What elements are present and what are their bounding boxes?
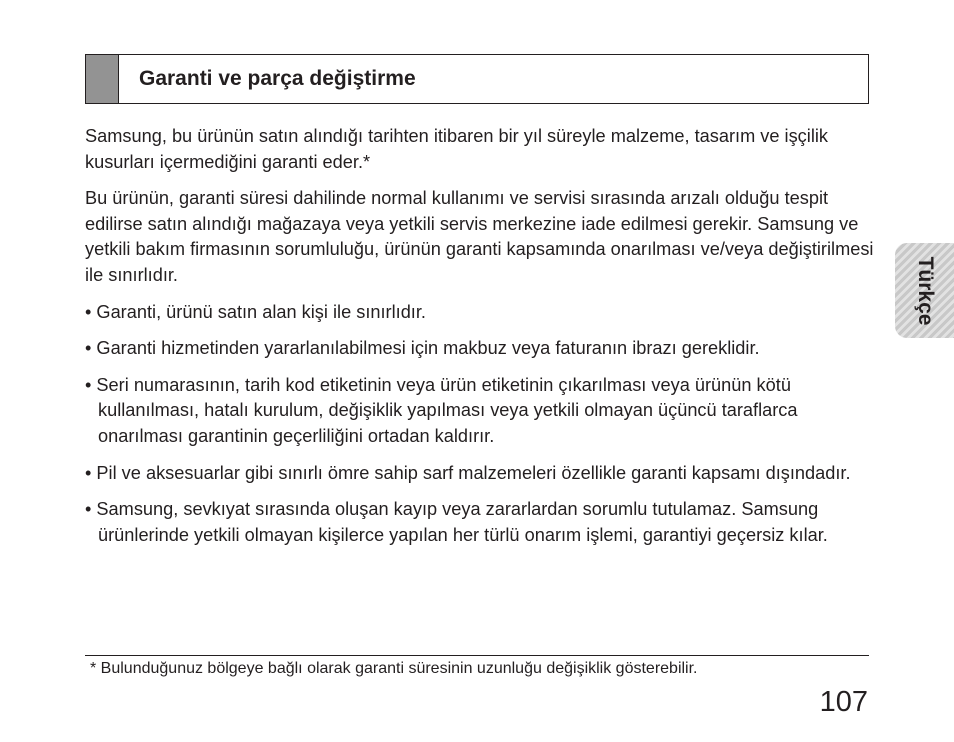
header-accent-bar: [86, 55, 119, 103]
language-tab: [895, 243, 954, 338]
bullet-item: • Seri numarasının, tarih kod etiketinin veya ürün etiketinin çıkarılması veya ürünün kötü kullanılması, hatalı kurulum, değişiklik yapılması veya yetkili olmayan üçüncü taraflarca onarılması garantinin geçerliliğini ortadan kaldırır.: [85, 374, 798, 446]
bullet-item: • Samsung, sevkıyat sırasında oluşan kayıp veya zararlardan sorumlu tutulamaz. Samsung ürünlerinde yetkili olmayan kişilerce yapılan her türlü onarım işlemi, garantiyi geçersiz kılar.: [85, 499, 828, 545]
bullet-item: • Garanti, ürünü satın alan kişi ile sınırlıdır.: [85, 301, 426, 322]
bullet-item: • Pil ve aksesuarlar gibi sınırlı ömre sahip sarf malzemeleri özellikle garanti kapsamı dışındadır.: [85, 462, 851, 483]
language-tab-label: Türkçe: [913, 256, 937, 325]
paragraph: Samsung, bu ürünün satın alındığı tarihten itibaren bir yıl süreyle malzeme, tasarım ve işçilik kusurları içermediğini garanti eder.*: [85, 126, 828, 172]
bullet-item: • Garanti hizmetinden yararlanılabilmesi için makbuz veya faturanın ibrazı gereklidir.: [85, 338, 760, 359]
section-header: [85, 54, 869, 104]
section-title: Garanti ve parça değiştirme: [139, 67, 416, 90]
body-text: [85, 124, 875, 559]
footnote-divider: [85, 655, 869, 656]
page-number: 107: [819, 686, 868, 718]
paragraph: Bu ürünün, garanti süresi dahilinde normal kullanımı ve servisi sırasında arızalı olduğu tespit edilirse satın alındığı mağazaya veya yetkili servis merkezine iade edilmesi gerekir. Samsung ve yetkili bakım firmasının sorumluluğu, ürünün garanti kapsamında onarılması ve/veya değiştirilmesi ile sınırlıdır.: [85, 188, 874, 285]
footnote: * Bulunduğunuz bölgeye bağlı olarak garanti süresinin uzunluğu değişiklik gösterebilir.: [90, 660, 698, 677]
